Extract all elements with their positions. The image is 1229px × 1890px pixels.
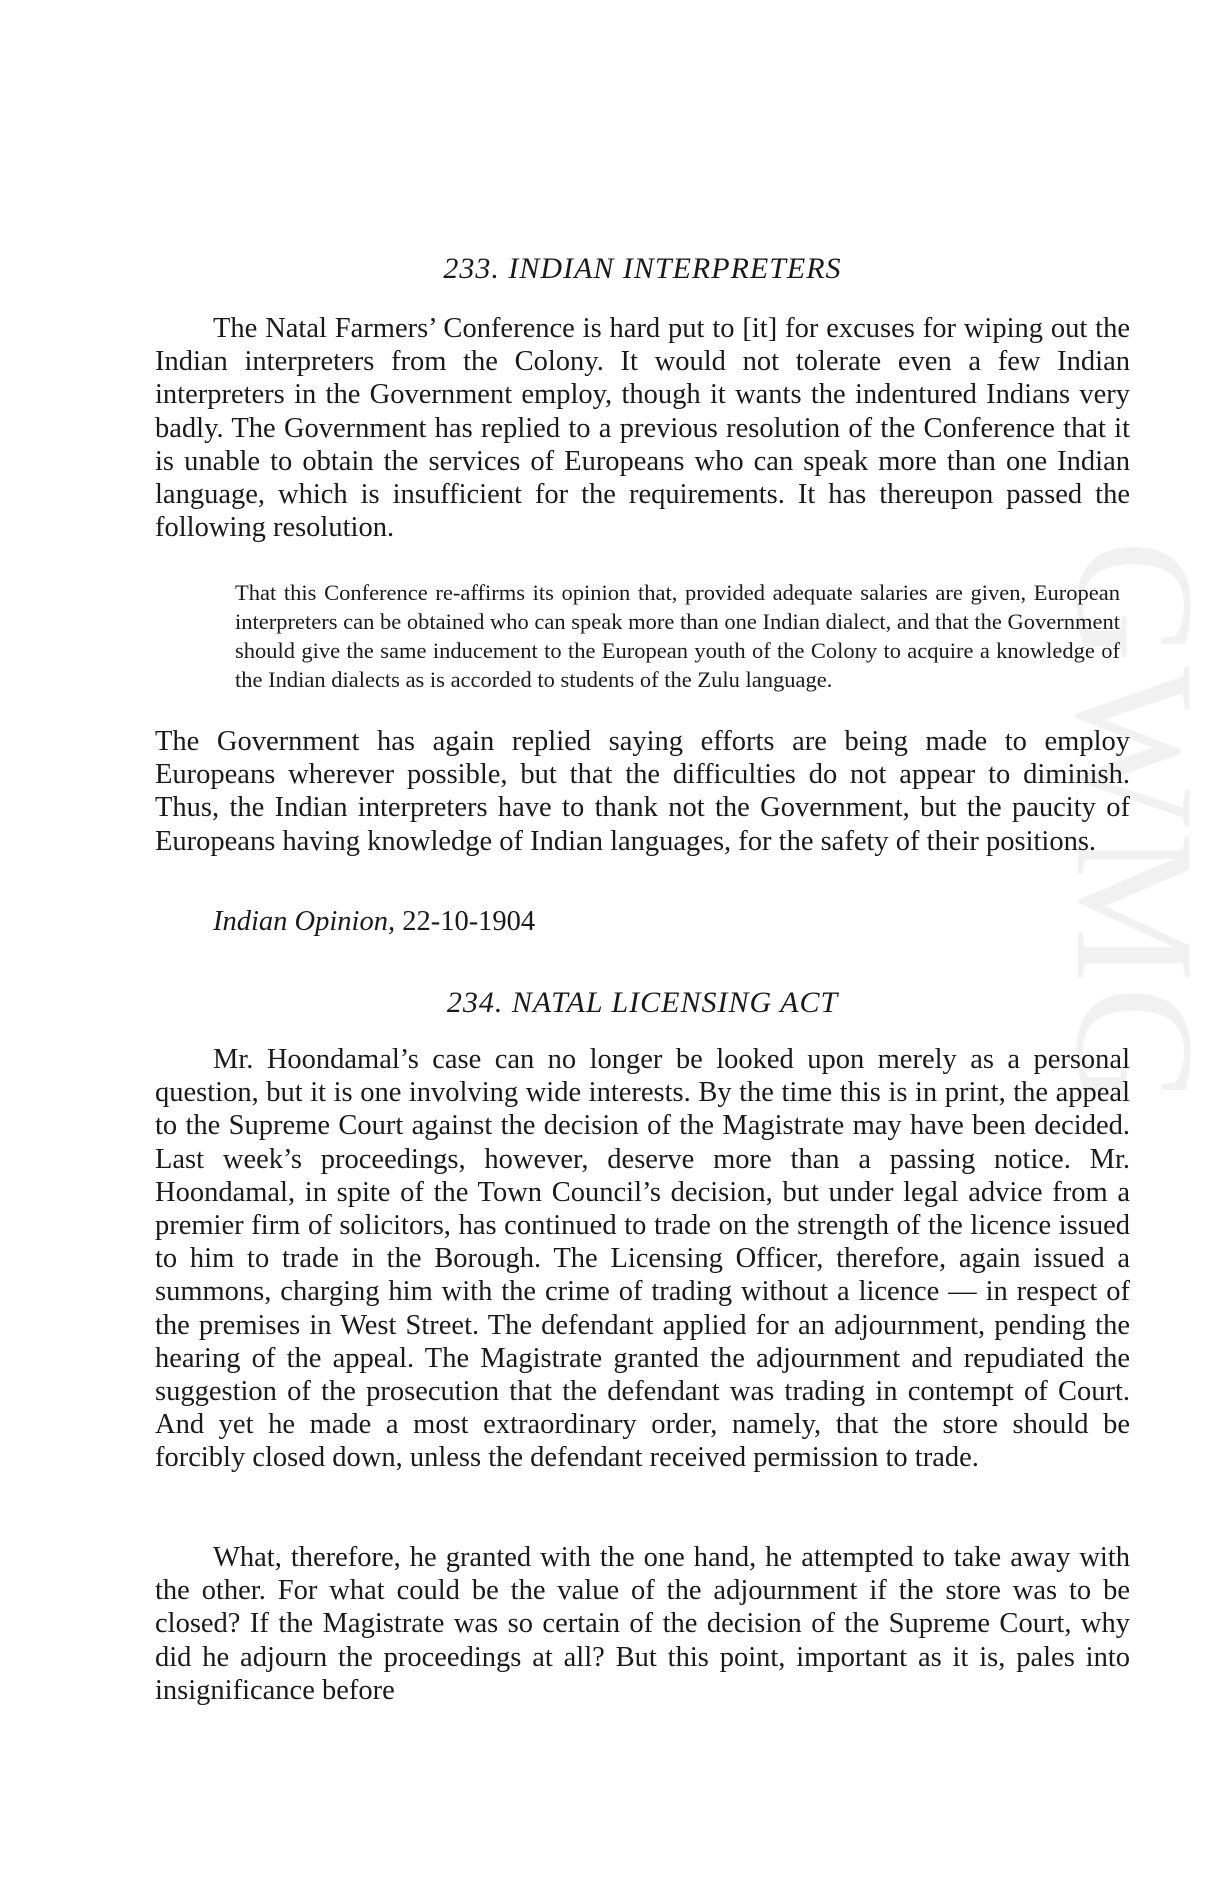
section-heading-234: 234. NATAL LICENSING ACT	[446, 986, 839, 1019]
paragraph-interpreters-reply: The Government has again replied saying efforts are being made to employ Europeans wherever possible, but that the difficulties do not appear to diminish. Thus, the Indian interpreters have to thank not the Government, but the paucity of Europeans having knowledge of Indian languages, for the safety of their positions.	[155, 726, 1130, 857]
source-title: Indian Opinion,	[213, 906, 396, 937]
source-citation	[213, 906, 535, 938]
block-quote-resolution: That this Conference re-affirms its opinion that, provided adequate salaries are given, European interpreters can be obtained who can speak more than one Indian dialect, and that the Government should give the same inducement to the European youth of the Colony to acquire a knowledge of the Indian dialects as is accorded to students of the Zulu language.	[235, 580, 1120, 692]
watermark: GWMG	[1041, 540, 1229, 1114]
paragraph-licensing-adjournment: What, therefore, he granted with the one hand, he attempted to take away with the other. For what could be the value of the adjournment if the store was to be closed? If the Magistrate was so certain of the decision of the Supreme Court, why did he adjourn the proceedings at all? But this point, important as it is, pales into insignificance before	[155, 1542, 1130, 1706]
paragraph-licensing-case: Mr. Hoondamal’s case can no longer be looked upon merely as a personal question, but it is one involving wide interests. By the time this is in print, the appeal to the Supreme Court against the decision of the Magistrate may have been decided. Last week’s proceedings, however, deserve more than a passing notice. Mr. Hoondamal, in spite of the Town Council’s decision, but under legal advice from a premier firm of solicitors, has continued to trade on the strength of the licence issued to him to trade in the Borough. The Licensing Officer, therefore, again issued a summons, charging him with the crime of trading without a licence — in respect of the premises in West Street. The defendant applied for an adjournment, pending the hearing of the appeal. The Magistrate granted the adjournment and repudiated the suggestion of the prosecution that the defendant was trading in contempt of Court. And yet he made a most extraordinary order, namely, that the store should be forcibly closed down, unless the defendant received permission to trade.	[155, 1044, 1130, 1474]
section-heading-233: 233. INDIAN INTERPRETERS	[443, 252, 842, 285]
source-date: 22-10-1904	[402, 906, 536, 937]
paragraph-interpreters-intro: The Natal Farmers’ Conference is hard put to [it] for excuses for wiping out the Indian interpreters from the Colony. It would not tolerate even a few Indian interpreters in the Government employ, though it wants the indentured Indians very badly. The Government has replied to a previous resolution of the Conference that it is unable to obtain the services of Europeans who can speak more than one Indian language, which is insufficient for the requirements. It has thereupon passed the following resolution.	[155, 313, 1130, 544]
